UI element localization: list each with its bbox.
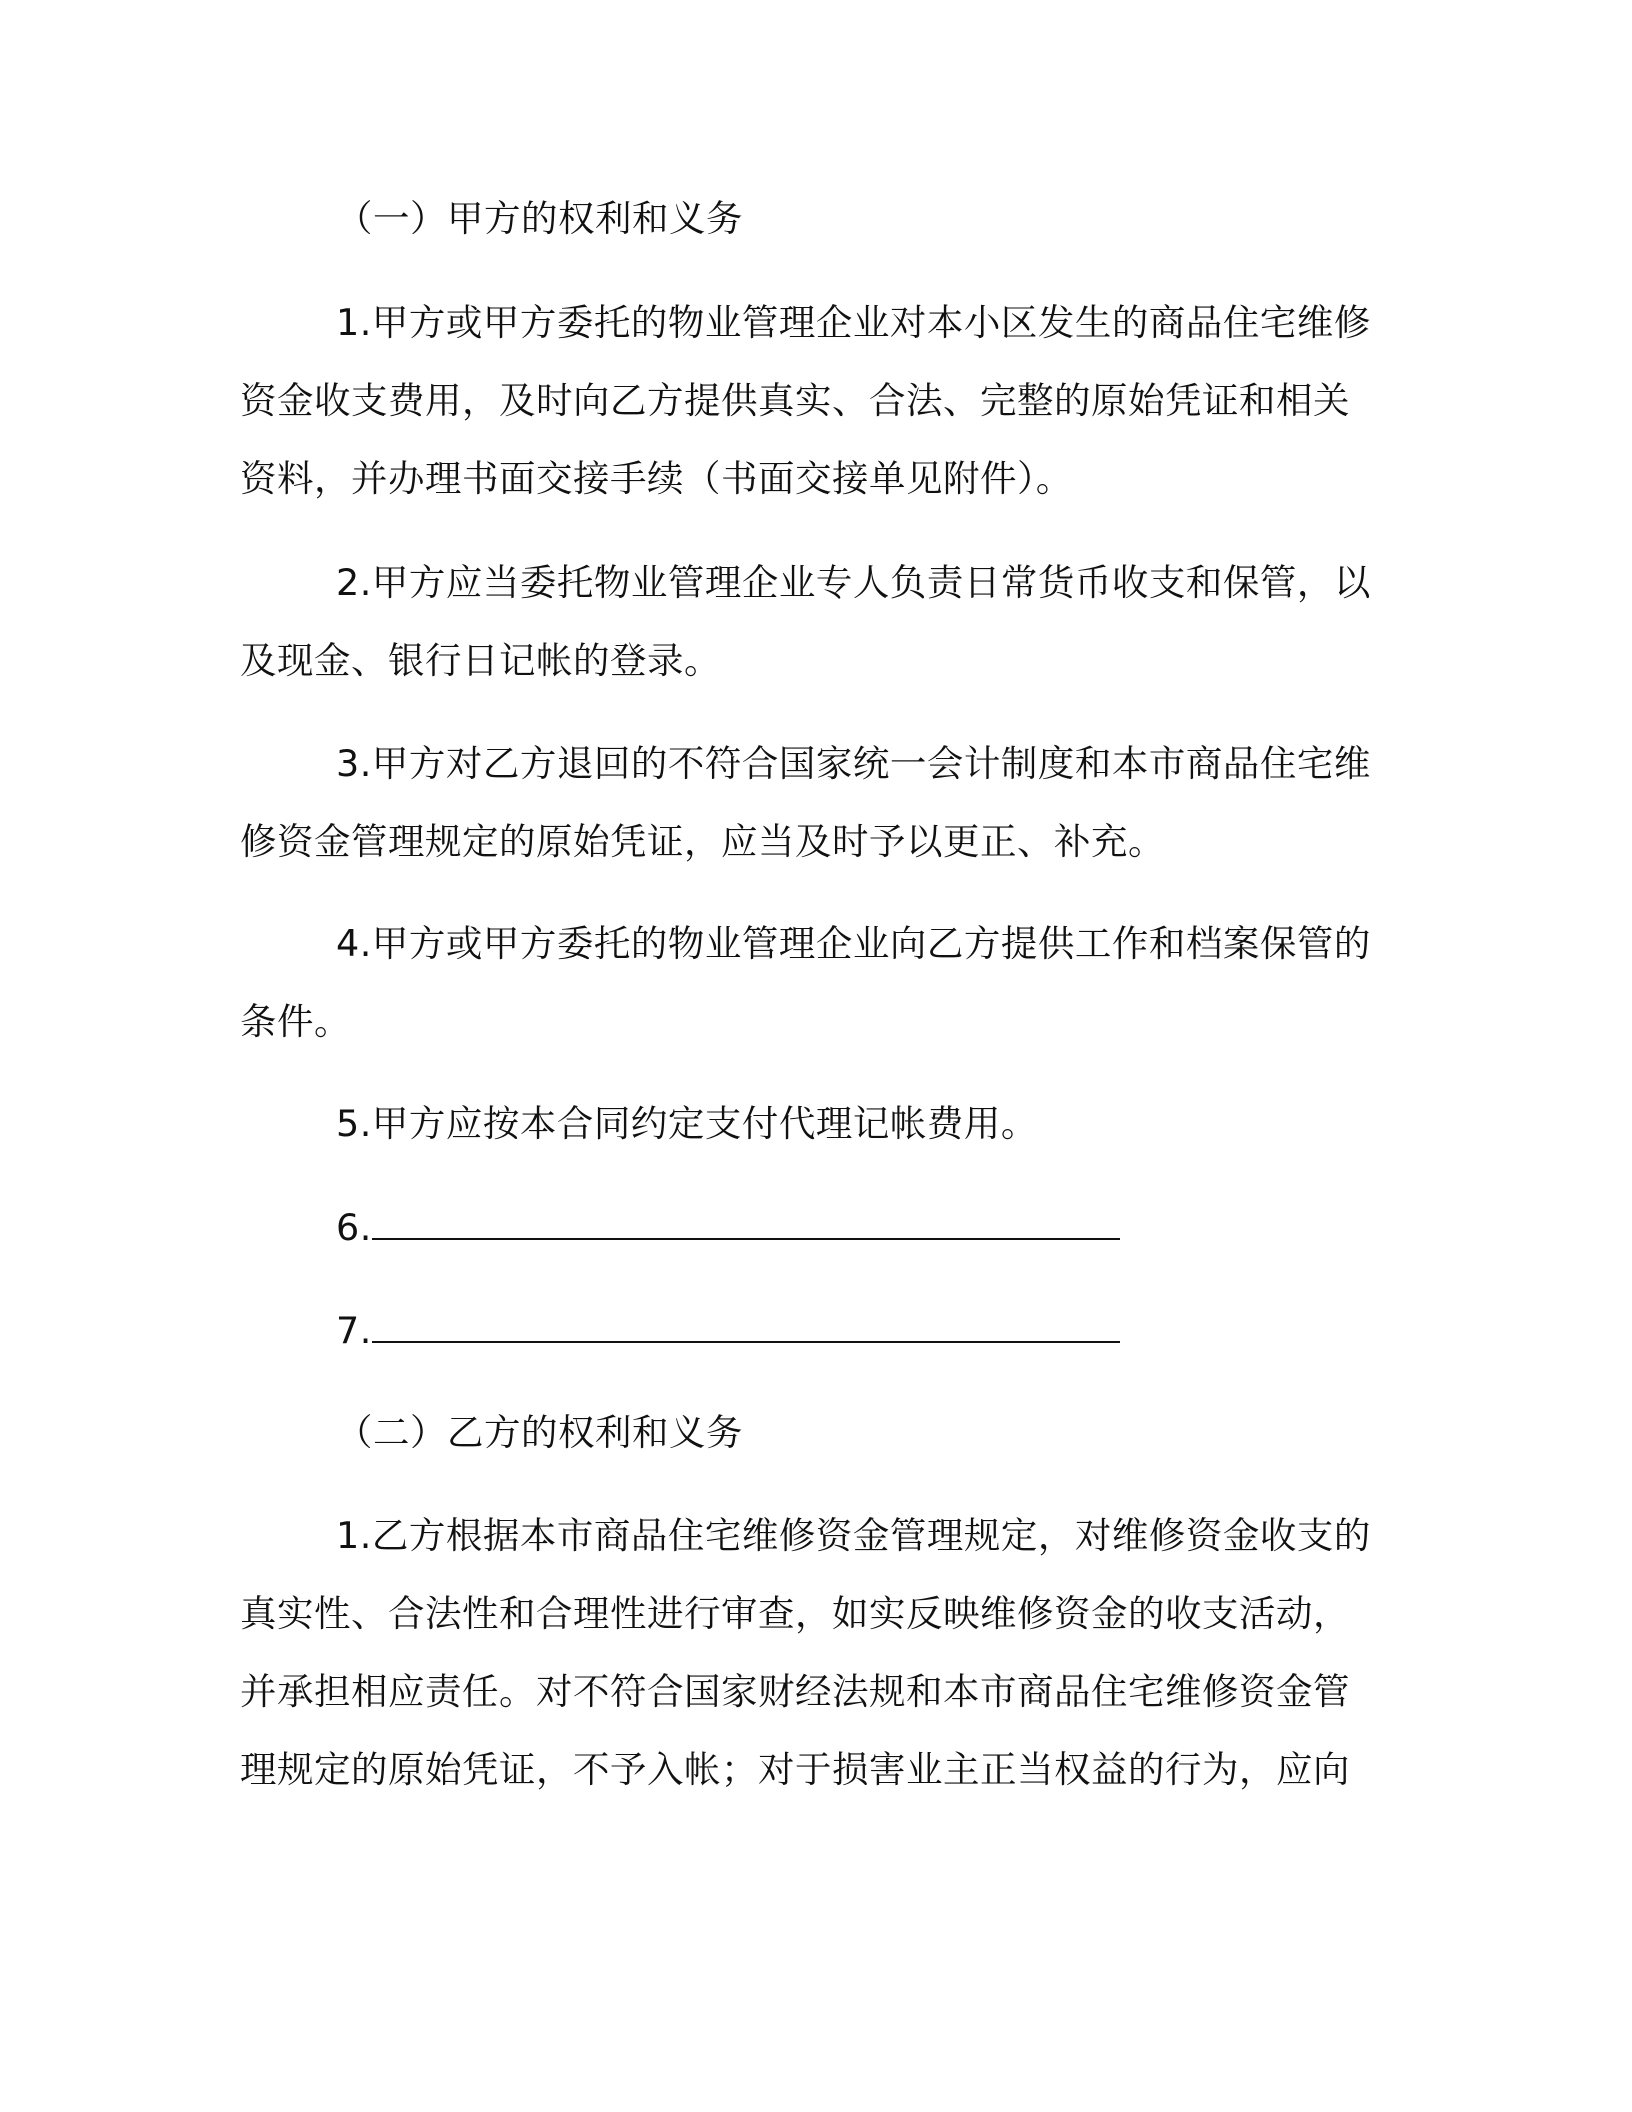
section-one-heading: （一）甲方的权利和义务 (336, 197, 743, 240)
blank-item-7-line[interactable] (372, 1303, 1120, 1343)
blank-item-6 (240, 1189, 1375, 1267)
blank-item-6-block (240, 1189, 1375, 1267)
blank-item-7 (240, 1292, 1375, 1370)
section-one-item-2-block (240, 544, 1375, 700)
section-two-item-1-block (240, 1497, 1375, 1809)
section-one-item-4: 4.甲方或甲方委托的物业管理企业向乙方提供工作和档案保管的条件。 (240, 922, 1371, 1043)
section-one-item-5: 5.甲方应按本合同约定支付代理记帐费用。 (336, 1102, 1038, 1145)
blank-item-7-block (240, 1292, 1375, 1370)
section-two-block (240, 1394, 1375, 1472)
section-one-item-1: 1.甲方或甲方委托的物业管理企业对本小区发生的商品住宅维修资金收支费用，及时向乙方提供真实、合法、完整的原始凭证和相关资料，并办理书面交接手续（书面交接单见附件）。 (240, 301, 1371, 500)
section-two-heading: （二）乙方的权利和义务 (336, 1411, 743, 1454)
blank-item-6-number: 6. (336, 1206, 372, 1249)
blank-item-7-number: 7. (336, 1309, 372, 1352)
section-two-item-1: 1.乙方根据本市商品住宅维修资金管理规定，对维修资金收支的真实性、合法性和合理性进行审查，如实反映维修资金的收支活动，并承担相应责任。对不符合国家财经法规和本市商品住宅维修资金管理规定的原始凭证，不予入帐；对于损害业主正当权益的行为，应向 (240, 1514, 1371, 1791)
section-one-item-3-block (240, 725, 1375, 881)
section-one-item-1-block (240, 284, 1375, 518)
section-one-item-4-block (240, 905, 1375, 1061)
section-one-item-5-block (240, 1085, 1375, 1163)
section-one-item-3: 3.甲方对乙方退回的不符合国家统一会计制度和本市商品住宅维修资金管理规定的原始凭证，应当及时予以更正、补充。 (240, 742, 1371, 863)
section-one-item-2: 2.甲方应当委托物业管理企业专人负责日常货币收支和保管，以及现金、银行日记帐的登录。 (240, 561, 1371, 682)
blank-item-6-line[interactable] (372, 1200, 1120, 1240)
section-one-block (240, 180, 1375, 258)
